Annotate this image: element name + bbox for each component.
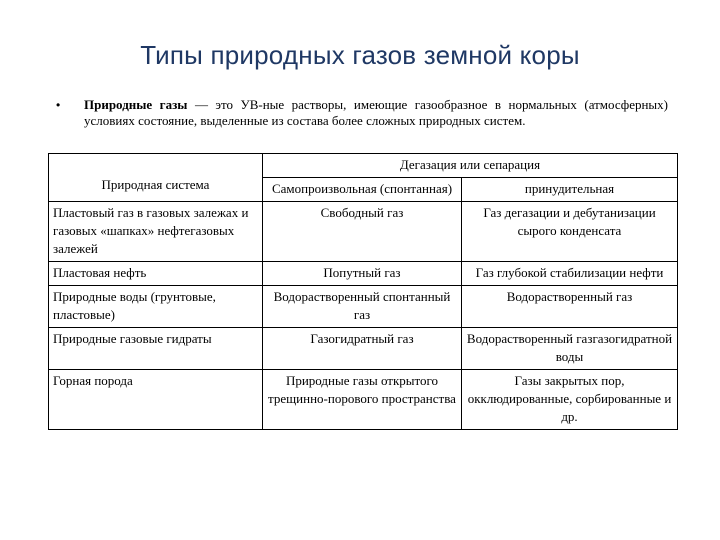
cell-system: Пластовая нефть [49,262,263,286]
table-row [49,370,678,430]
cell-forced: Газ глубокой стабилизации нефти [462,262,678,286]
header-forced: принудительная [462,178,678,202]
table-row [49,202,678,262]
gas-types-table [48,153,678,430]
header-degassing: Дегазация или сепарация [263,154,678,178]
cell-spontaneous: Газогидратный газ [263,328,462,370]
cell-system: Природные воды (грунтовые, пластовые) [49,286,263,328]
cell-spontaneous: Природные газы открытого трещинно-порового пространства [263,370,462,430]
cell-spontaneous: Попутный газ [263,262,462,286]
table-row [49,286,678,328]
cell-forced: Газы закрытых пор, окклюдированные, сорбированные и др. [462,370,678,430]
header-natural-system: Природная система [49,154,263,202]
definition-term: Природные газы [84,97,188,112]
cell-system: Горная порода [49,370,263,430]
cell-system: Пластовый газ в газовых залежах и газовых «шапках» нефтегазовых залежей [49,202,263,262]
cell-spontaneous: Свободный газ [263,202,462,262]
table-row [49,262,678,286]
page-title: Типы природных газов земной коры [140,40,580,70]
cell-forced: Водорастворенный газгазогидратной воды [462,328,678,370]
cell-forced: Газ дегазации и дебутанизации сырого конденсата [462,202,678,262]
bullet-marker: • [56,98,61,112]
header-spontaneous: Самопроизвольная (спонтанная) [263,178,462,202]
definition-text [84,97,668,129]
table-row [49,328,678,370]
cell-system: Природные газовые гидраты [49,328,263,370]
table-header-row [49,154,678,178]
definition-body: — это УВ-ные растворы, имеющие газообразное в нормальных (атмосферных) условиях состояние, выделенные из состава более сложных природных систем. [84,97,668,128]
cell-spontaneous: Водорастворенный спонтанный газ [263,286,462,328]
cell-forced: Водорастворенный газ [462,286,678,328]
